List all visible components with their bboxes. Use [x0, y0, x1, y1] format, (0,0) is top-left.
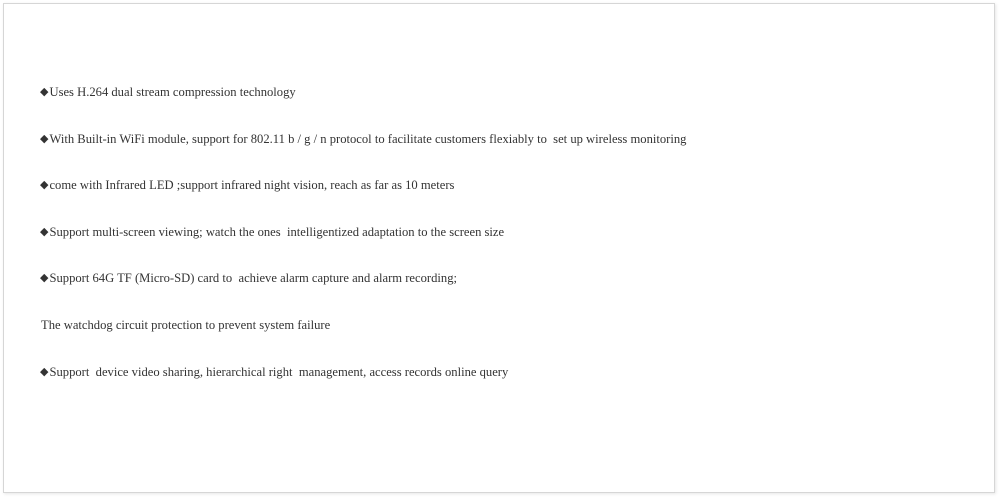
diamond-bullet-icon: ◆: [40, 179, 49, 192]
feature-item: [40, 222, 686, 269]
diamond-bullet-icon: ◆: [40, 225, 49, 238]
feature-text: Support 64G TF (Micro-SD) card to achieve alarm capture and alarm recording;: [49, 271, 457, 286]
diamond-bullet-icon: ◆: [40, 365, 49, 378]
feature-item: [40, 315, 686, 362]
document-frame: [3, 3, 995, 493]
feature-item: [40, 129, 686, 176]
feature-text: Support multi-screen viewing; watch the ones intelligentized adaptation to the screen size: [49, 224, 505, 239]
diamond-bullet-icon: ◆: [40, 132, 49, 145]
feature-text: The watchdog circuit protection to prevent system failure: [41, 317, 331, 332]
feature-text: With Built-in WiFi module, support for 802.11 b / g / n protocol to facilitate customers flexiably to set up wireless monitoring: [49, 131, 687, 146]
feature-item: [40, 268, 686, 315]
feature-item: [40, 362, 686, 409]
feature-text: Uses H.264 dual stream compression technology: [49, 85, 296, 99]
feature-text: Support device video sharing, hierarchical right management, access records online query: [49, 364, 509, 379]
feature-item: [40, 175, 686, 222]
feature-list: [40, 82, 686, 408]
diamond-bullet-icon: ◆: [40, 86, 49, 98]
feature-item: [40, 82, 686, 129]
diamond-bullet-icon: ◆: [40, 272, 49, 285]
feature-text: come with Infrared LED ;support infrared night vision, reach as far as 10 meters: [49, 178, 455, 193]
